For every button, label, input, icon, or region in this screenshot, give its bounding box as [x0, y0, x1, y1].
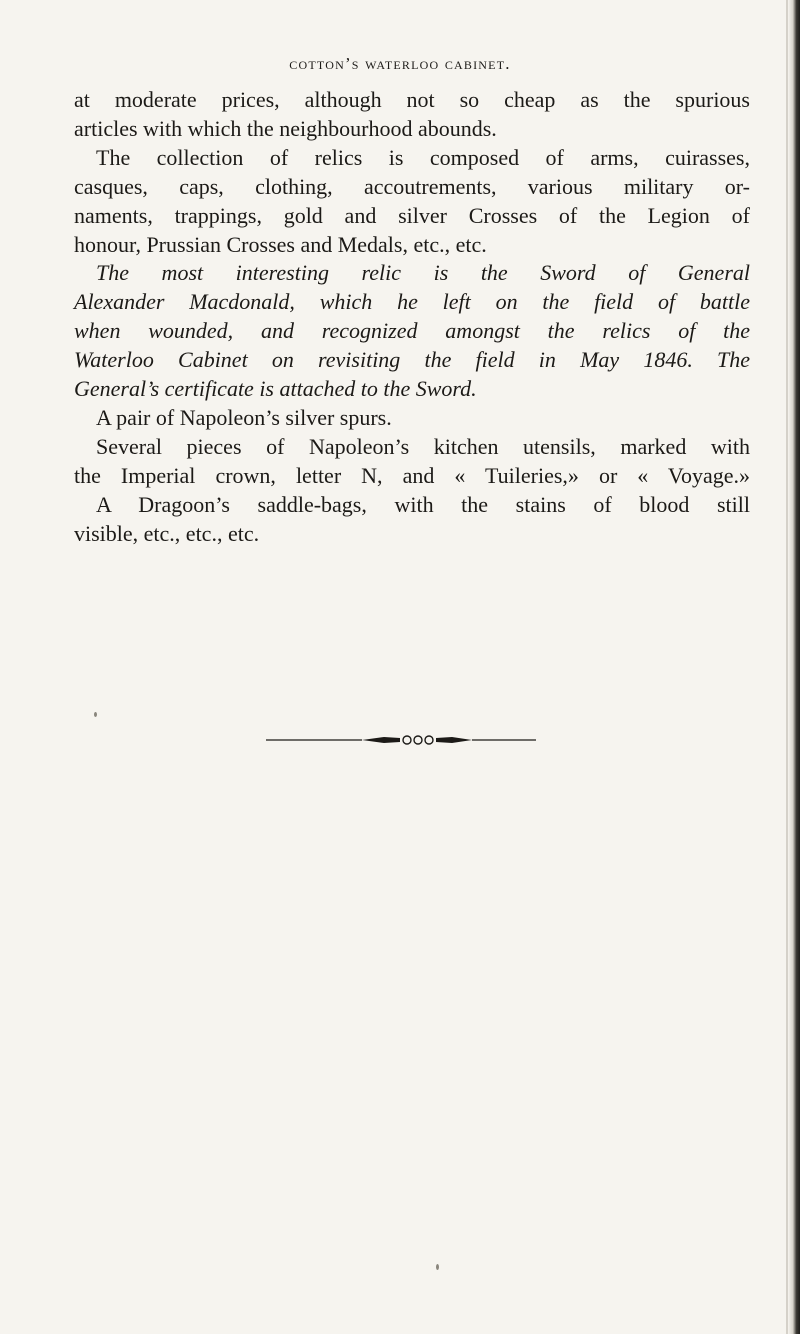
text-line: Waterloo Cabinet on revisiting the field in May 1846. The: [74, 347, 750, 373]
text-line: naments, trappings, gold and silver Crosses of the Legion of: [74, 202, 750, 228]
text-line: at moderate prices, although not so cheap as the spurious: [74, 87, 750, 112]
body-text: [74, 86, 750, 549]
text-line: A pair of Napoleon’s silver spurs.: [96, 404, 392, 430]
text-line: visible, etc., etc., etc.: [74, 520, 260, 546]
running-title: cotton’s waterloo cabinet.: [289, 54, 511, 73]
text-line: Alexander Macdonald, which he left on the field of battle: [74, 289, 750, 315]
text-line: General’s certificate is attached to the Sword.: [74, 376, 477, 402]
text-line: honour, Prussian Crosses and Medals, etc., etc.: [74, 231, 487, 257]
text-line: articles with which the neighbourhood abounds.: [74, 115, 497, 141]
text-line: casques, caps, clothing, accoutrements, various military or-: [74, 173, 750, 199]
ornament-rule: [266, 730, 536, 750]
text-line: the Imperial crown, letter N, and « Tuileries,» or « Voyage.»: [74, 462, 750, 488]
paper-speck: [436, 1264, 439, 1270]
text-line: A Dragoon’s saddle-bags, with the stains of blood still: [96, 491, 750, 517]
text-line: The collection of relics is composed of arms, cuirasses,: [96, 144, 750, 170]
page-edge: [788, 0, 800, 1334]
text-line: Several pieces of Napoleon’s kitchen utensils, marked with: [96, 433, 750, 459]
text-line: when wounded, and recognized amongst the relics of the: [74, 318, 750, 344]
running-head: [0, 54, 800, 74]
paper-speck: [94, 712, 97, 717]
text-line: The most interesting relic is the Sword of General: [96, 260, 750, 286]
